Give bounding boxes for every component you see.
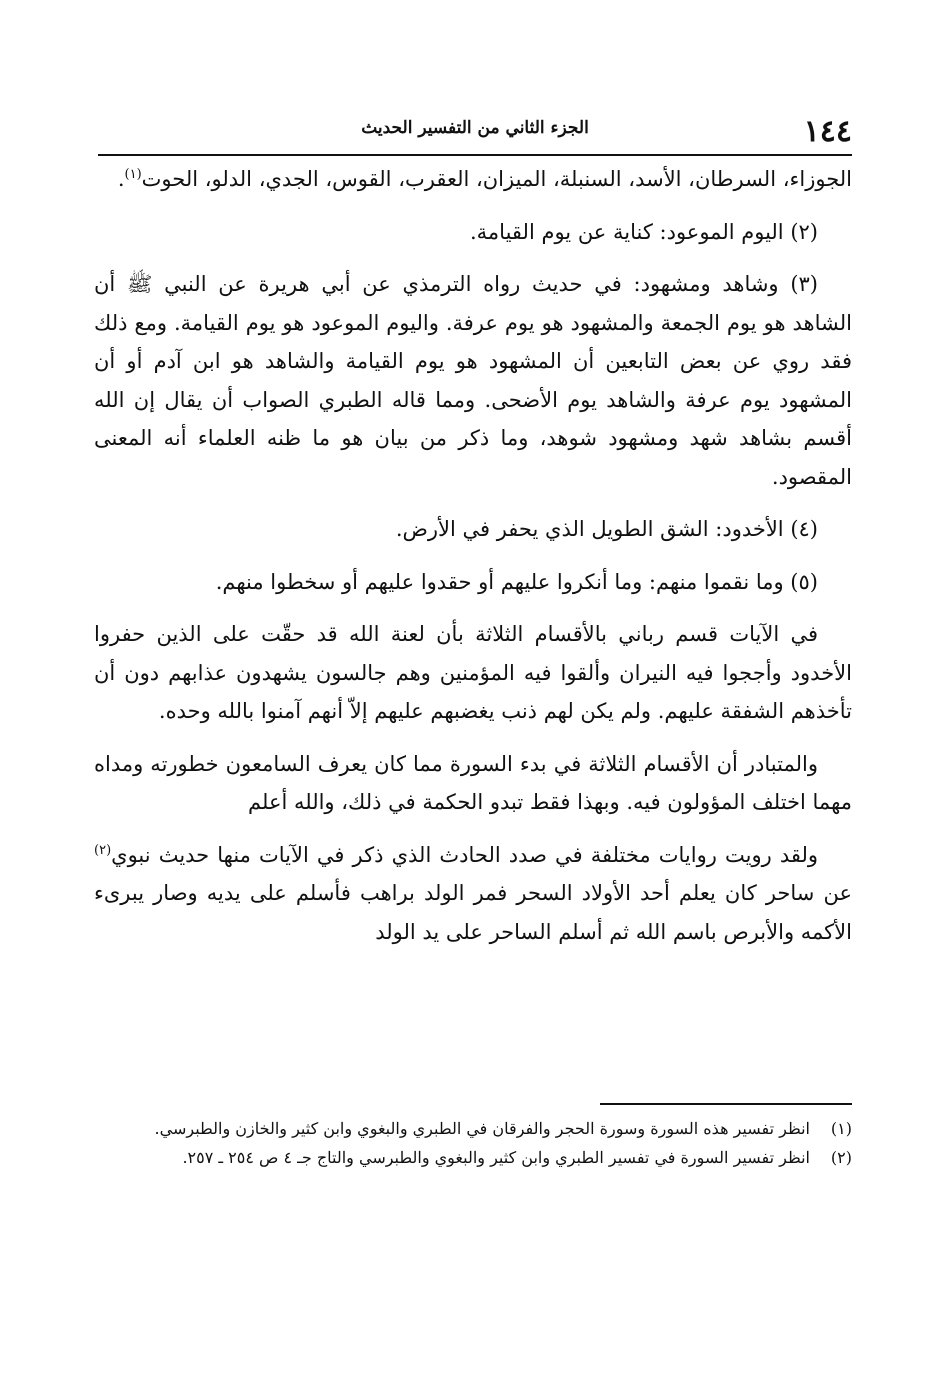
paragraph-zodiac xyxy=(94,160,852,199)
footnote-2 xyxy=(94,1143,852,1172)
note-3: (٣) وشاهد ومشهود: في حديث رواه الترمذي عن أبي هريرة عن النبي ﷺ أن الشاهد هو يوم الجمعة والمشهود هو يوم عرفة. واليوم الموعود هو يوم القيامة. ومع ذلك فقد روي عن بعض التابعين أن المشهود هو يوم القيامة والشاهد هو ابن آدم أو أن المشهود يوم عرفة والشاهد يوم الأضحى. ومما قاله الطبري الصواب أن يقال إن الله أقسم بشاهد شهد ومشهود شوهد، وما ذكر من بيان هو ما ظنه العلماء أنه المعنى المقصود. xyxy=(94,272,852,489)
footnote-separator xyxy=(600,1103,852,1105)
footnote-1-text: انظر تفسير هذه السورة وسورة الحجر والفرقان في الطبري والبغوي وابن كثير والخازن والطبرسي. xyxy=(154,1119,810,1138)
note-2: (٢) اليوم الموعود: كناية عن يوم القيامة. xyxy=(470,219,818,244)
footnote-2-text: انظر تفسير السورة في تفسير الطبري وابن كثير والبغوي والطبرسي والتاج جـ ٤ ص ٢٥٤ ـ ٢٥٧. xyxy=(182,1148,810,1167)
paragraph-zodiac-text: الجوزاء، السرطان، الأسد، السنبلة، الميزان، العقرب، القوس، الجدي، الدلو، الحوت xyxy=(141,167,852,191)
paragraph-oaths: والمتبادر أن الأقسام الثلاثة في بدء السورة مما كان يعرف السامعون خطورته ومداه مهما اختلف المؤولون فيه. وبهذا فقط تبدو الحكمة في ذلك، والله أعلم xyxy=(94,751,852,814)
note-5: (٥) وما نقموا منهم: وما أنكروا عليهم أو حقدوا عليهم أو سخطوا منهم. xyxy=(215,569,818,594)
page-number: ١٤٤ xyxy=(803,114,852,149)
running-title: الجزء الثاني من التفسير الحديث xyxy=(361,118,589,138)
page-header xyxy=(98,108,852,156)
paragraph-narrations xyxy=(94,836,852,952)
footnote-1-number: (١) xyxy=(830,1119,852,1138)
paragraph-zodiac-end: . xyxy=(117,167,125,191)
paragraph-commentary: في الآيات قسم رباني بالأقسام الثلاثة بأن لعنة الله قد حقّت على الذين حفروا الأخدود وأججوا فيه النيران وألقوا فيه المؤمنين وهم جالسون يشهدون عذابهم دون أن تأخذهم الشفقة عليهم. ولم يكن لهم ذنب يغضبهم عليهم إلاّ أنهم آمنوا بالله وحده. xyxy=(94,622,852,723)
footnote-marker-1: (١) xyxy=(124,167,142,182)
paragraph-narrations-part-1: ولقد رويت روايات مختلفة في صدد الحادث الذي ذكر في الآيات منها حديث نبوي xyxy=(111,842,818,867)
main-text xyxy=(94,160,852,951)
footnote-marker-2: (٢) xyxy=(94,842,112,858)
paragraph-narrations-part-2: عن ساحر كان يعلم أحد الأولاد السحر فمر الولد براهب فأسلم على يديه وصار يبرىء الأكمه والأبرص باسم الله ثم أسلم الساحر على يد الولد xyxy=(94,881,852,944)
footnotes xyxy=(94,1114,852,1172)
footnote-2-number: (٢) xyxy=(830,1148,852,1167)
note-4: (٤) الأخدود: الشق الطويل الذي يحفر في الأرض. xyxy=(395,517,818,541)
footnote-1 xyxy=(94,1114,852,1143)
